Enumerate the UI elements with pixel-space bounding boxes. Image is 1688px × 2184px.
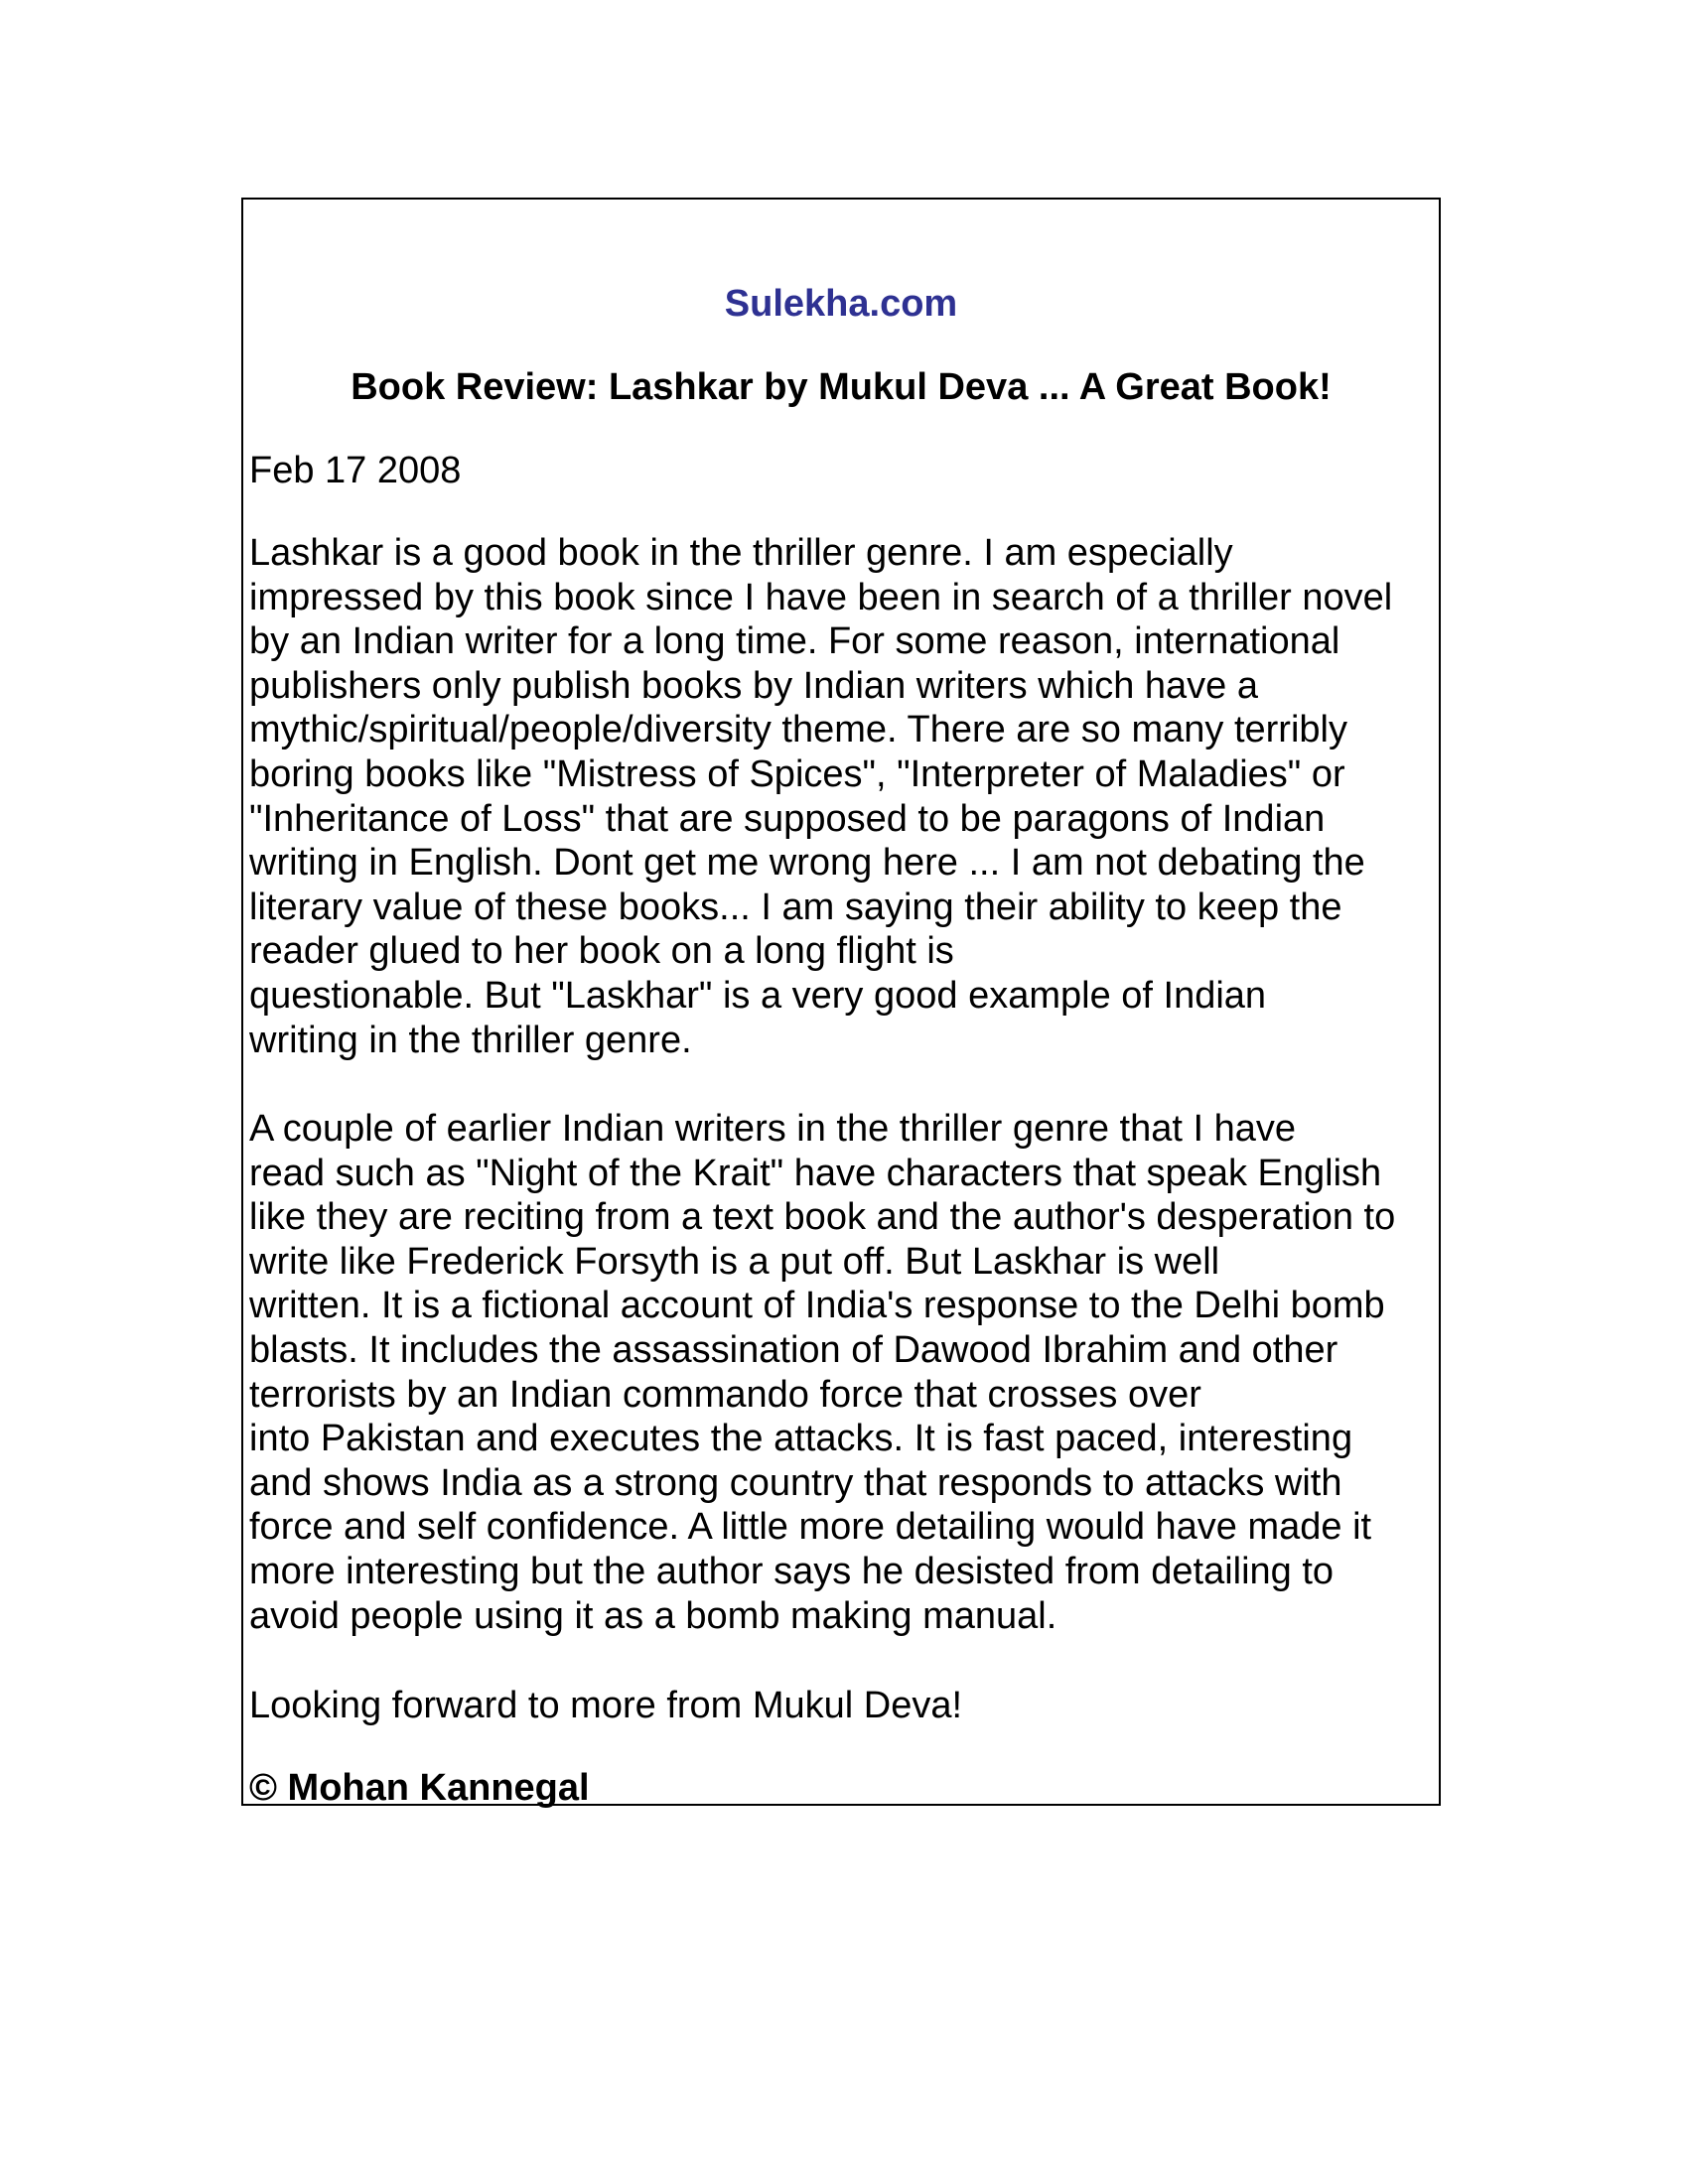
- paragraph-line: writing in the thriller genre.: [249, 1019, 692, 1061]
- paragraph-line: "Inheritance of Loss" that are supposed to be paragons of Indian: [249, 797, 1326, 840]
- paragraph-line: A couple of earlier Indian writers in the thriller genre that I have: [249, 1108, 1297, 1150]
- paragraph-line: publishers only publish books by Indian writers which have a: [249, 664, 1258, 707]
- paragraph-1: [249, 531, 1437, 1062]
- paragraph-line: terrorists by an Indian commando force that crosses over: [249, 1373, 1201, 1416]
- paragraph-line: mythic/spiritual/people/diversity theme. There are so many terribly: [249, 709, 1347, 751]
- paragraph-line: questionable. But "Laskhar" is a very good example of Indian: [249, 974, 1267, 1017]
- article-title: Book Review: Lashkar by Mukul Deva ... A Great Book!: [351, 366, 1332, 408]
- article-date: Feb 17 2008: [249, 450, 462, 491]
- paragraph-line: by an Indian writer for a long time. For some reason, international: [249, 620, 1340, 663]
- paragraph-line: boring books like "Mistress of Spices", "Interpreter of Maladies" or: [249, 752, 1345, 795]
- article-frame: [241, 198, 1441, 1809]
- paragraph-line: and shows India as a strong country that responds to attacks with: [249, 1461, 1342, 1504]
- closing-line: Looking forward to more from Mukul Deva!: [249, 1685, 963, 1726]
- paragraph-line: Lashkar is a good book in the thriller genre. I am especially: [249, 532, 1233, 574]
- author-signature: © Mohan Kannegal: [249, 1767, 590, 1809]
- paragraph-line: impressed by this book since I have been in search of a thriller novel: [249, 576, 1393, 618]
- paragraph-line: reader glued to her book on a long flight is: [249, 930, 954, 973]
- paragraph-line: writing in English. Dont get me wrong here ... I am not debating the: [249, 842, 1365, 885]
- paragraph-line: avoid people using it as a bomb making manual.: [249, 1594, 1057, 1637]
- paragraph-line: like they are reciting from a text book and the author's desperation to: [249, 1196, 1396, 1239]
- paragraph-line: into Pakistan and executes the attacks. It is fast paced, interesting: [249, 1418, 1353, 1460]
- paragraph-line: force and self confidence. A little more detailing would have made it: [249, 1506, 1372, 1549]
- paragraph-line: read such as "Night of the Krait" have characters that speak English: [249, 1152, 1382, 1194]
- paragraph-2: [249, 1107, 1437, 1638]
- paragraph-line: blasts. It includes the assassination of Dawood Ibrahim and other: [249, 1328, 1338, 1371]
- paragraph-line: write like Frederick Forsyth is a put off. But Laskhar is well: [249, 1240, 1220, 1283]
- paragraph-line: literary value of these books... I am saying their ability to keep the: [249, 886, 1342, 928]
- paragraph-line: written. It is a fictional account of India's response to the Delhi bomb: [249, 1285, 1385, 1327]
- paragraph-line: more interesting but the author says he desisted from detailing to: [249, 1550, 1335, 1592]
- site-name: Sulekha.com: [724, 283, 958, 325]
